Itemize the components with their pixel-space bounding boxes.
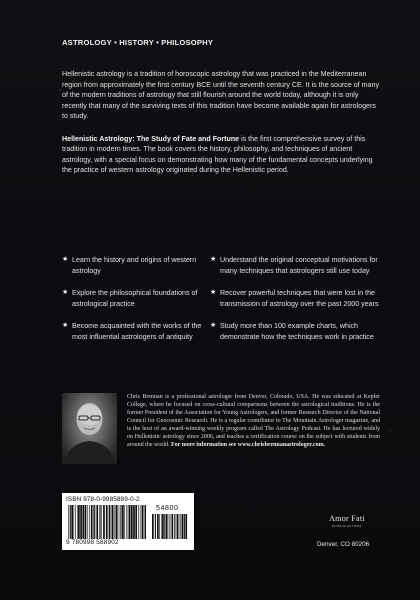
book-title: Hellenistic Astrology: The Study of Fate and Fortune <box>62 134 240 143</box>
author-photo <box>62 393 117 464</box>
bullet-item <box>210 255 382 276</box>
bullet-item <box>62 255 204 276</box>
star-icon: ★ <box>62 289 69 296</box>
star-icon: ★ <box>62 256 69 263</box>
bullet-column-right <box>210 255 382 354</box>
addon-barcode-bars <box>152 514 188 539</box>
price-addon-number: 54800 <box>156 505 179 512</box>
feature-bullets <box>62 255 380 354</box>
star-icon: ★ <box>210 322 217 329</box>
book-paragraph-text: is the first comprehensive survey of this tradition in modern times. The book covers the history, philosophy, and techniques of ancient astrology, with a special focus on demonstrating how many of the fundamental concepts underlying the practice of western astrology originated during the Hellenistic period. <box>62 134 373 174</box>
bullet-item <box>210 321 382 342</box>
publisher-name: Amor Fati <box>329 514 365 523</box>
bullet-text: Become acquainted with the works of the most influential astrologers of antiquity <box>72 322 202 341</box>
star-icon: ★ <box>210 289 217 296</box>
ean-barcode-bars <box>68 505 148 539</box>
bullet-item <box>210 288 382 309</box>
isbn-label: ISBN 978-0-9985889-0-2 <box>66 496 140 503</box>
bullet-text: Study more than 100 example charts, which demonstrate how the techniques work in practice <box>220 322 374 341</box>
category-tags: ASTROLOGY • HISTORY • PHILOSOPHY <box>62 38 214 47</box>
bullet-text: Learn the history and origins of western astrology <box>72 256 197 275</box>
bullet-text: Recover powerful techniques that were lost in the transmission of astrology over the past 2000 years <box>220 289 379 308</box>
publisher-logo <box>324 514 370 528</box>
barcode-number: 9 780998 588902 <box>66 539 119 546</box>
intro-paragraph: Hellenistic astrology is a tradition of horoscopic astrology that was practiced in the Mediterranean region from approximately the first century BCE until the seventh century CE. It is the source of many of the modern traditions of astrology that still flourish around the world today, although it is only recently that many of the surviving texts of this tradition have become available again for astrologers to study. <box>62 70 379 120</box>
barcode <box>62 493 194 550</box>
bullet-item <box>62 321 204 342</box>
bullet-column-left <box>62 255 204 354</box>
author-bio-text: Chris Brennan is a professional astrologer from Denver, Colorado, USA. He was educated at Kepler College, where he focused on cross-cultural comparisons between the astrological traditions. He is the former President of the Association for Young Astrologers, and former Research Director of the National Council for Geocosmic Research. He is a regular contributor to The Mountain Astrologer magazine, and is the host of an award-winning weekly program called The Astrology Podcast. He has lectured widely on Hellenistic astrology since 2006, and teaches a certification course on the subject with students from around the world. <box>127 394 380 448</box>
bullet-text: Understand the original conceptual motivations for many techniques that astrologers still use today <box>220 256 378 275</box>
publisher-location: Denver, CO 80206 <box>317 541 370 548</box>
author-website: For more information see www.chrisbrennanastrologer.com. <box>171 442 326 448</box>
bullet-item <box>62 288 204 309</box>
book-paragraph <box>62 134 380 176</box>
author-bio <box>127 393 380 449</box>
bullet-text: Explore the philosophical foundations of astrological practice <box>72 289 198 308</box>
star-icon: ★ <box>62 322 69 329</box>
star-icon: ★ <box>210 256 217 263</box>
description-block <box>62 38 380 176</box>
publisher-tagline: PUBLICATIONS <box>332 524 362 528</box>
